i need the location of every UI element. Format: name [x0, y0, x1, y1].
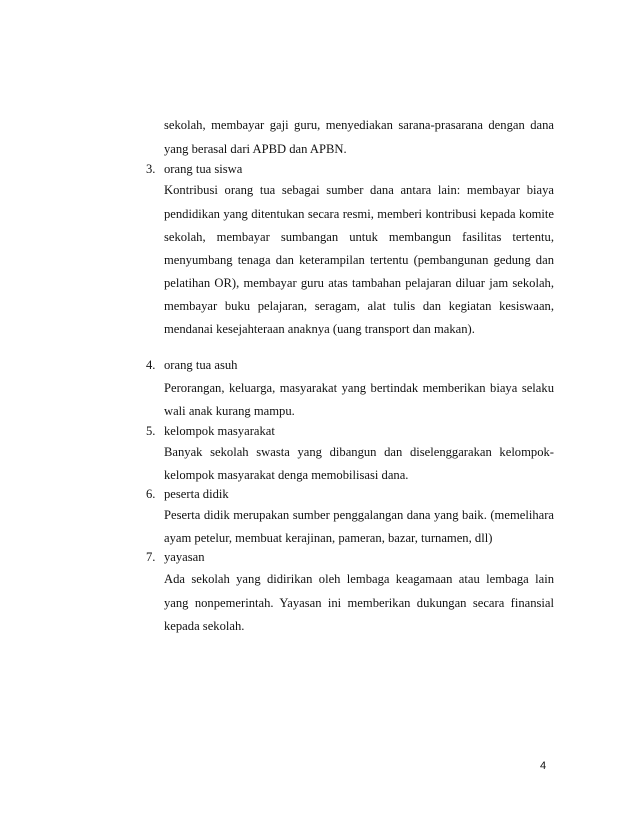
list-item-heading: orang tua asuh [164, 358, 238, 372]
paragraph-line: Peserta didik merupakan sumber penggalangan dana yang baik. (memelihara [164, 508, 554, 522]
paragraph-line: pendidikan yang ditentukan secara resmi, memberi kontribusi kepada komite [164, 207, 554, 221]
list-item-heading: yayasan [164, 550, 205, 564]
paragraph-line: kepada sekolah. [164, 619, 245, 633]
paragraph-line: membayar buku pelajaran, seragam, alat tulis dan kegiatan kesiswaan, [164, 299, 554, 313]
list-number: 5. [146, 424, 156, 438]
paragraph-line: yang berasal dari APBD dan APBN. [164, 142, 347, 156]
list-number: 4. [146, 358, 156, 372]
list-item-heading: kelompok masyarakat [164, 424, 275, 438]
paragraph-line: yang nonpemerintah. Yayasan ini memberikan dukungan secara finansial [164, 596, 554, 610]
paragraph-line: Kontribusi orang tua sebagai sumber dana antara lain: membayar biaya [164, 183, 554, 197]
paragraph-line: menyumbang tenaga dan keterampilan tertentu (pembangunan gedung dan [164, 253, 554, 267]
paragraph-line: Banyak sekolah swasta yang dibangun dan diselenggarakan kelompok- [164, 445, 554, 459]
paragraph-line: ayam petelur, membuat kerajinan, pameran, bazar, turnamen, dll) [164, 531, 493, 545]
list-item-heading: orang tua siswa [164, 162, 243, 176]
list-number: 7. [146, 550, 156, 564]
page-number: 4 [540, 760, 547, 772]
paragraph-line: Ada sekolah yang didirikan oleh lembaga keagamaan atau lembaga lain [164, 572, 554, 586]
paragraph-line: mendanai kesejahteraan anaknya (uang transport dan makan). [164, 322, 475, 336]
list-number: 3. [146, 162, 156, 176]
paragraph-line: wali anak kurang mampu. [164, 404, 295, 418]
paragraph-line: sekolah, membayar sumbangan untuk membangun fasilitas tertentu, [164, 230, 554, 244]
paragraph-line: pelatihan OR), membayar guru atas tambahan pelajaran diluar jam sekolah, [164, 276, 554, 290]
paragraph-line: kelompok masyarakat denga memobilisasi dana. [164, 468, 409, 482]
paragraph-line: sekolah, membayar gaji guru, menyediakan sarana-prasarana dengan dana [164, 118, 554, 132]
list-item-heading: peserta didik [164, 487, 229, 501]
list-number: 6. [146, 487, 156, 501]
paragraph-line: Perorangan, keluarga, masyarakat yang bertindak memberikan biaya selaku [164, 381, 554, 395]
